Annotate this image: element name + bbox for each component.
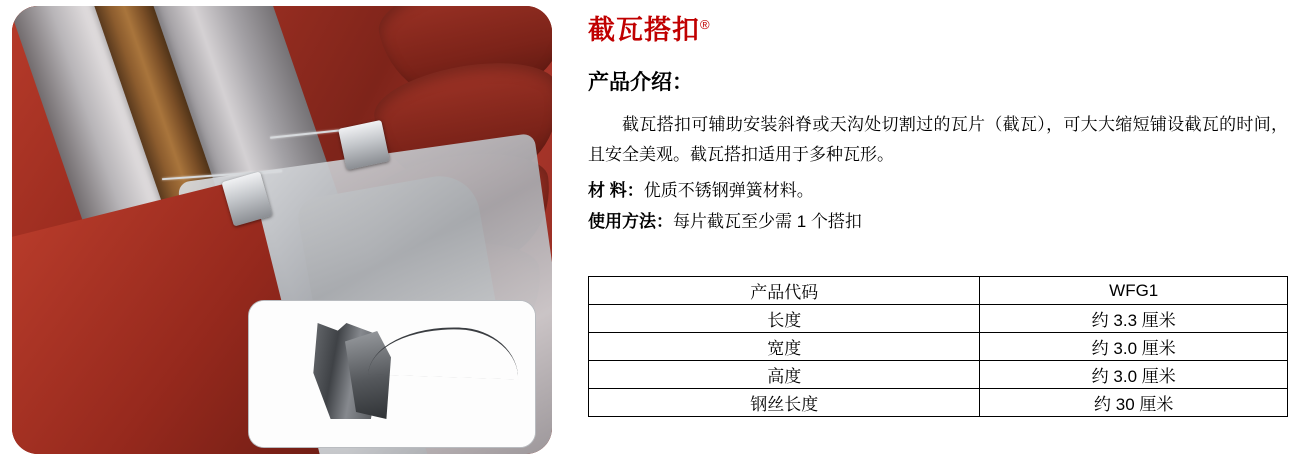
product-photo [12, 6, 552, 454]
specification-table [588, 276, 1288, 417]
installed-clip [338, 120, 390, 170]
spec-name: 长度 [589, 305, 980, 333]
table-row [589, 277, 1288, 305]
product-title-text: 截瓦搭扣 [588, 15, 700, 45]
spec-name: 高度 [589, 361, 980, 389]
table-row [589, 361, 1288, 389]
section-heading: 产品介绍： [588, 71, 693, 94]
spec-value: 约 3.0 厘米 [980, 333, 1288, 361]
table-row [589, 305, 1288, 333]
trademark-icon: ® [700, 17, 711, 32]
usage-line [588, 209, 862, 235]
material-value: 优质不锈钢弹簧材料。 [643, 181, 814, 200]
page-title [588, 8, 711, 47]
spec-name: 宽度 [589, 333, 980, 361]
product-info-panel [588, 0, 1288, 460]
spec-value: 约 3.3 厘米 [980, 305, 1288, 333]
spec-value: 约 30 厘米 [980, 389, 1288, 417]
spec-name: 钢丝长度 [589, 389, 980, 417]
spec-value: 约 3.0 厘米 [980, 361, 1288, 389]
table-row [589, 333, 1288, 361]
usage-label: 使用方法： [588, 212, 673, 231]
spec-name: 产品代码 [589, 277, 980, 305]
usage-value: 每片截瓦至少需 1 个搭扣 [673, 212, 862, 231]
intro-paragraph: 截瓦搭扣可辅助安装斜脊或天沟处切割过的瓦片（截瓦），可大大缩短铺设截瓦的时间，且安全美观。截瓦搭扣适用于多种瓦形。 [588, 115, 1288, 164]
material-label: 材 料： [588, 181, 644, 200]
product-detail-inset [248, 300, 536, 448]
material-line [588, 178, 814, 204]
spec-value: WFG1 [980, 277, 1288, 305]
table-row [589, 389, 1288, 417]
